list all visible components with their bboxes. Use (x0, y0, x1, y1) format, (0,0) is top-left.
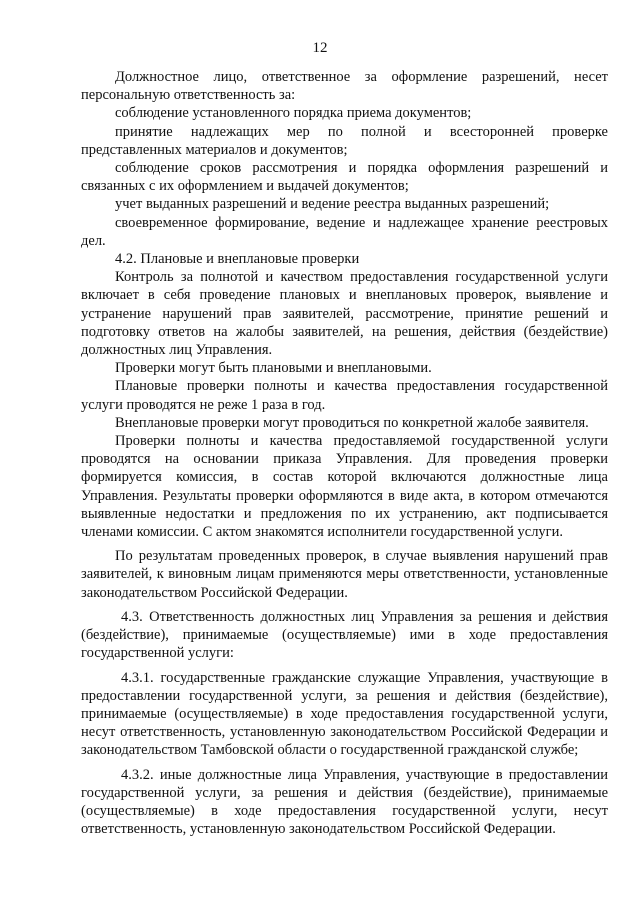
paragraph-check-results: По результатам проведенных проверок, в случае выявления нарушений прав заявителей, к виновным лицам применяются меры ответственности, установленные законодательством Российской Федерации. (81, 548, 608, 601)
paragraph-check-procedure: Проверки полноты и качества предоставляемой государственной услуги проводятся на основании приказа Управления. Для проведения проверки формируется комиссия, в состав которой включаются должностные лица Управления. Результаты проверки оформляются в виде акта, в котором отмечаются выявленные недостатки и предложения по их устранению, акт подписывается членами комиссии. С актом знакомятся исполнители государственной услуги. (81, 433, 608, 541)
paragraph-duty-deadlines: соблюдение сроков рассмотрения и порядка оформления разрешений и связанных с их оформлением и выдачей документов; (81, 160, 608, 195)
paragraph-duty-reception-order: соблюдение установленного порядка приема документов; (115, 105, 472, 122)
paragraph-duty-storage: своевременное формирование, ведение и надлежащее хранение реестровых дел. (81, 214, 608, 249)
paragraph-responsibility-intro: Должностное лицо, ответственное за оформление разрешений, несет персональную ответственность за: (81, 69, 608, 104)
paragraph-duty-registry: учет выданных разрешений и ведение реестра выданных разрешений; (115, 196, 550, 213)
paragraph-planned-checks: Плановые проверки полноты и качества предоставления государственной услуги проводятся не реже 1 раза в год. (81, 378, 608, 413)
paragraph-4-3-1: 4.3.1. государственные гражданские служащие Управления, участвующие в предоставлении государственной услуги, за решения и действия (бездействие), принимаемые (осуществляемые) в ходе предоставления государственной услуги, несут ответственность, установленную законодательством Российской Федерации и законодательством Тамбовской области о государственной гражданской службе; (81, 669, 608, 759)
section-heading-4-2: 4.2. Плановые и внеплановые проверки (115, 251, 360, 268)
section-heading-4-3: 4.3. Ответственность должностных лиц Управления за решения и действия (бездействие), принимаемые (осуществляемые) ими в ходе предоставления государственной услуги: (81, 608, 608, 662)
page-number: 12 (312, 40, 328, 56)
paragraph-control-scope: Контроль за полнотой и качеством предоставления государственной услуги включает в себя проведение плановых и внеплановых проверок, выявление и устранение нарушений прав заявителей, рассмотрение, принятие решений и подготовку ответов на жалобы заявителей, на решения, действия (бездействие) должностных лиц Управления. (81, 269, 608, 359)
paragraph-unplanned-checks: Внеплановые проверки могут проводиться по конкретной жалобе заявителя. (115, 414, 589, 431)
paragraph-4-3-2: 4.3.2. иные должностные лица Управления, участвующие в предоставлении государственной услуги, за решения и действия (бездействие), принимаемые (осуществляемые) в ходе предоставления государственной услуги, несут ответственность, установленную законодательством Российской Федерации. (81, 766, 608, 838)
paragraph-duty-full-check: принятие надлежащих мер по полной и всесторонней проверке представленных материалов и документов; (81, 123, 608, 158)
body-text (81, 68, 608, 838)
paragraph-check-types: Проверки могут быть плановыми и внеплановыми. (115, 360, 432, 377)
